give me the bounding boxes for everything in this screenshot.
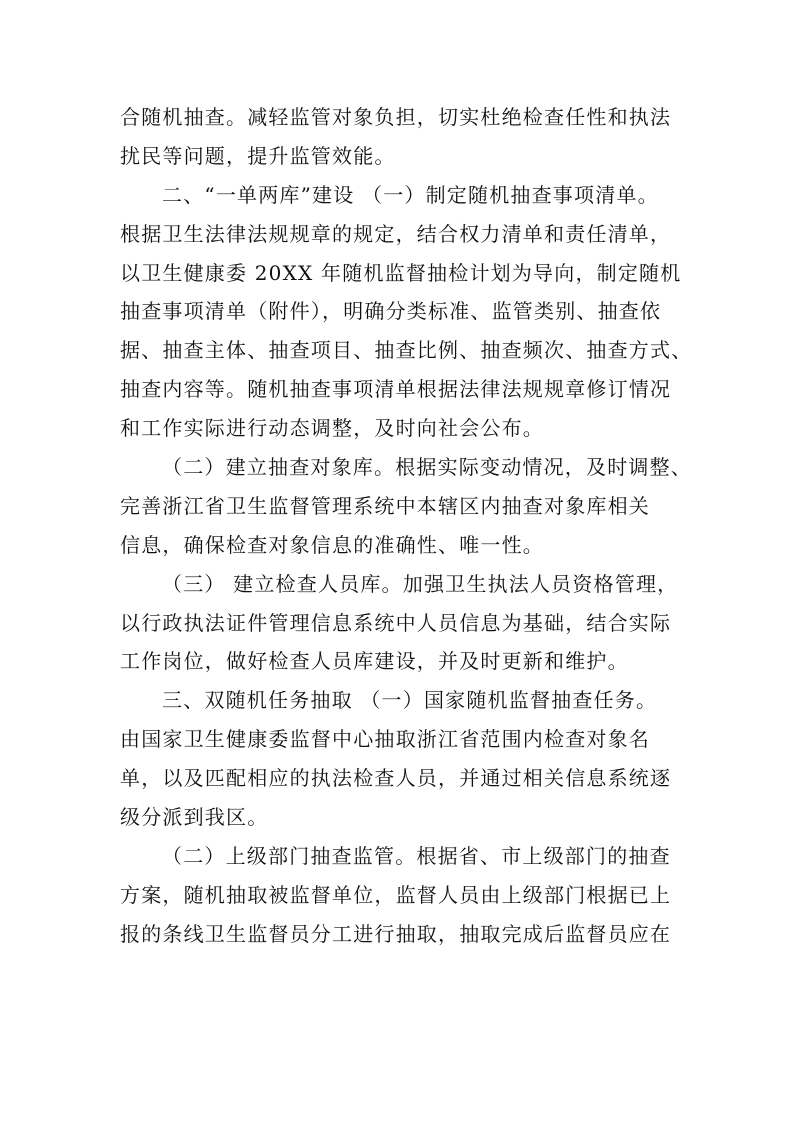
text-line: 工作岗位，做好检查人员库建设，并及时更新和维护。 <box>120 649 629 674</box>
text-line: 抽查事项清单（附件），明确分类标准、监管类别、抽查依 <box>120 299 662 324</box>
text-line: 根据卫生法律法规规章的规定，结合权力清单和责任清单， <box>120 221 672 246</box>
text-line: 以卫生健康委 20XX 年随机监督抽检计划为导向，制定随机 <box>120 260 682 285</box>
paragraph-start-line: （二）建立抽查对象库。根据实际变动情况，及时调整、 <box>162 455 692 480</box>
text-line: 由国家卫生健康委监督中心抽取浙江省范围内检查对象名 <box>120 727 650 752</box>
document-body <box>120 98 693 954</box>
paragraph-start-line: （二）上级部门抽查监管。根据省、市上级部门的抽查 <box>162 843 671 868</box>
text-line: 报的条线卫生监督员分工进行抽取，抽取完成后监督员应在 <box>120 921 672 946</box>
section-heading-line: 二、“一单两库”建设 （一）制定随机抽查事项清单。 <box>162 182 659 207</box>
text-line: 据、抽查主体、抽查项目、抽查比例、抽查频次、抽查方式、 <box>120 338 693 363</box>
section-heading-line: 三、双随机任务抽取 （一）国家随机监督抽查任务。 <box>162 688 658 713</box>
text-line: 扰民等问题，提升监管效能。 <box>120 143 396 168</box>
text-line: 方案，随机抽取被监督单位，监督人员由上级部门根据已上 <box>120 882 672 907</box>
text-line: 以行政执法证件管理信息系统中人员信息为基础，结合实际 <box>120 610 672 635</box>
text-line: 信息，确保检查对象信息的准确性、唯一性。 <box>120 532 544 557</box>
paragraph-start-line: （三） 建立检查人员库。加强卫生执法人员资格管理， <box>162 571 679 596</box>
text-line: 抽查内容等。随机抽查事项清单根据法律法规规章修订情况 <box>120 377 672 402</box>
text-line: 合随机抽查。减轻监管对象负担，切实杜绝检查任性和执法 <box>120 105 672 129</box>
text-line: 级分派到我区。 <box>120 805 269 830</box>
text-line: 完善浙江省卫生监督管理系统中本辖区内抽查对象库相关 <box>120 493 650 518</box>
text-line: 单，以及匹配相应的执法检查人员，并通过相关信息系统逐 <box>120 766 672 791</box>
text-line: 和工作实际进行动态调整，及时向社会公布。 <box>120 416 544 441</box>
